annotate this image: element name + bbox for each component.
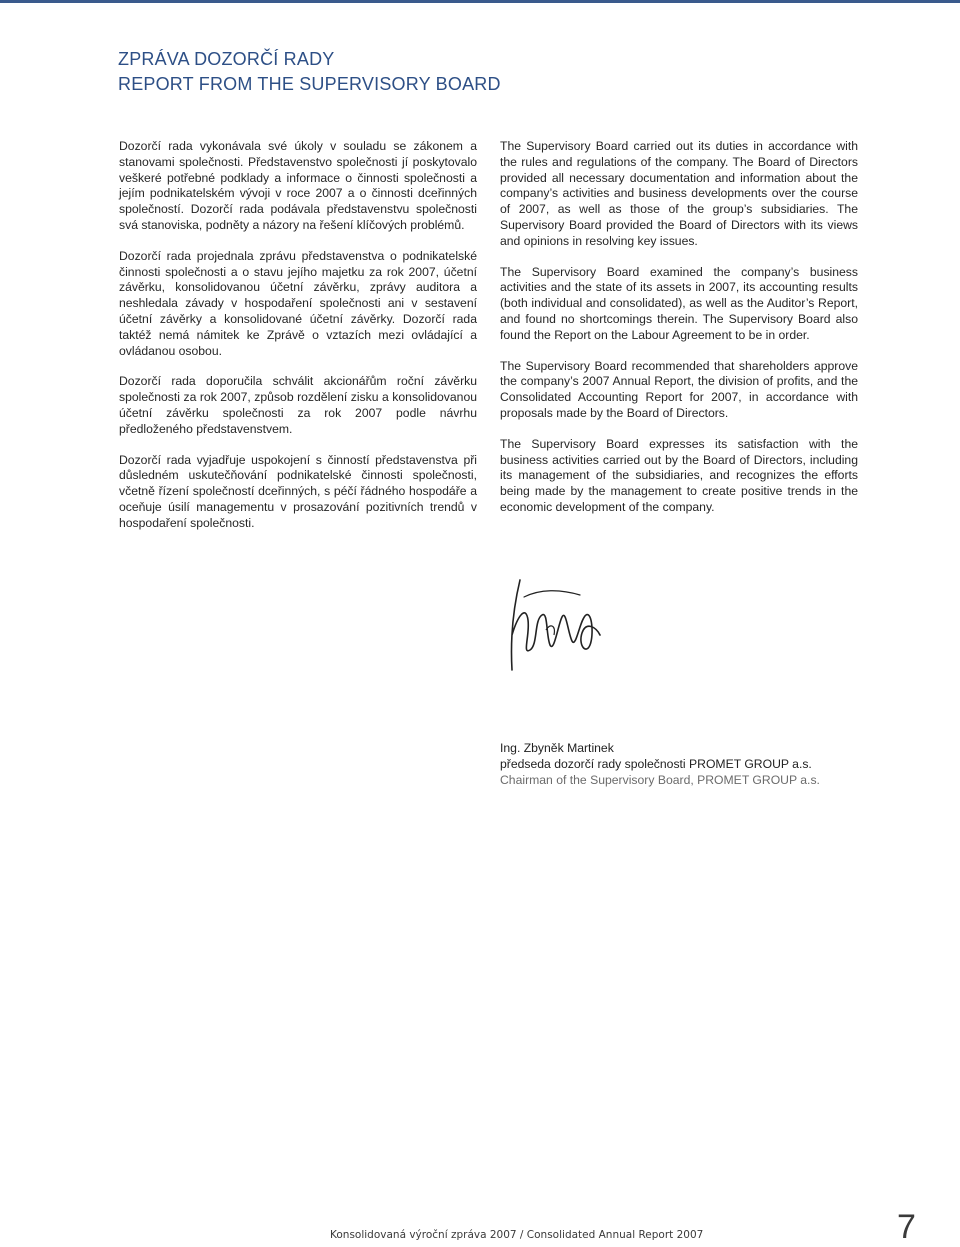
title-english: REPORT FROM THE SUPERVISORY BOARD [118, 74, 501, 94]
top-rule [0, 0, 960, 3]
footer-title: Konsolidovaná výroční zpráva 2007 / Consolidated Annual Report 2007 [330, 1229, 704, 1241]
signatory-name: Ing. Zbyněk Martinek [500, 741, 614, 755]
paragraph-en-2: The Supervisory Board examined the company’s business activities and the state of its assets in 2007, its accounting results (both individual and consolidated), as well as the Auditor’s Report, and found no shortcomings therein. The Supervisory Board also found the Report on the Labour Agreement to be in order. [500, 264, 858, 342]
czech-column [119, 139, 477, 547]
paragraph-en-3: The Supervisory Board recommended that shareholders approve the company’s 2007 Annual Report, the division of profits, and the Consolidated Accounting Report for 2007, in accordance with proposals made by the Board of Directors. [500, 358, 858, 420]
signatory-block [500, 740, 820, 788]
paragraph-cz-2: Dozorčí rada projednala zprávu představenstva o podnikatelské činnosti společnosti a o stavu jejího majetku za rok 2007, účetní závěrku, konsolidovanou účetní závěrku, zprávy auditora a neshledala závady v hospodaření společnosti ani v sestavení účetní závěrky a konsolidované účetní závěrky. Dozorčí rada taktéž nemá námitek ke Zprávě o vztazích mezi ovládající a ovládanou osobou. [119, 248, 477, 358]
title-czech: ZPRÁVA DOZORČÍ RADY [118, 49, 335, 69]
paragraph-cz-4: Dozorčí rada vyjadřuje uspokojení s činností představenstva při důsledném uskutečňování podnikatelské činnosti společnosti, včetně řízení společností dceřinných, s péčí řádného hospodáře a oceňuje úsilí managementu v prosazování pozitivních trendů v hospodaření společnosti. [119, 452, 477, 530]
paragraph-cz-3: Dozorčí rada doporučila schválit akcionářům roční závěrku společnosti za rok 2007, způsob rozdělení zisku a konsolidovanou účetní závěrku společnosti za rok 2007 podle návrhu předloženého představenstvem. [119, 374, 477, 436]
paragraph-cz-1: Dozorčí rada vykonávala své úkoly v souladu se zákonem a stanovami společnosti. Představenstvo společnosti jí poskytovalo veškeré potřebné podklady a informace o činnosti společnosti a jejím podnikatelském vývoji v roce 2007 a o činnosti dceřinných společností. Dozorčí rada podávala představenstvu společnosti svá stanoviska, podněty a názory na řešení klíčových problémů. [119, 139, 477, 232]
paragraph-en-1: The Supervisory Board carried out its duties in accordance with the rules and regulations of the company. The Board of Directors provided all necessary documentation and information about the company’s activities and business developments over the course of 2007, as well as those of the group’s subsidiaries. The Supervisory Board provided the Board of Directors with its views and opinions in resolving key issues. [500, 139, 858, 248]
page-heading [118, 47, 501, 97]
signatory-role-english: Chairman of the Supervisory Board, PROMET GROUP a.s. [500, 773, 820, 787]
paragraph-en-4: The Supervisory Board expresses its satisfaction with the business activities carried out by the Board of Directors, including its management of the subsidiaries, and recognizes the efforts being made by the management to create positive trends in the economic development of the company. [500, 436, 858, 514]
english-column [500, 139, 858, 531]
signature-image [500, 575, 610, 685]
signatory-role-czech: předseda dozorčí rady společnosti PROMET GROUP a.s. [500, 757, 812, 771]
page-number: 7 [897, 1208, 916, 1246]
